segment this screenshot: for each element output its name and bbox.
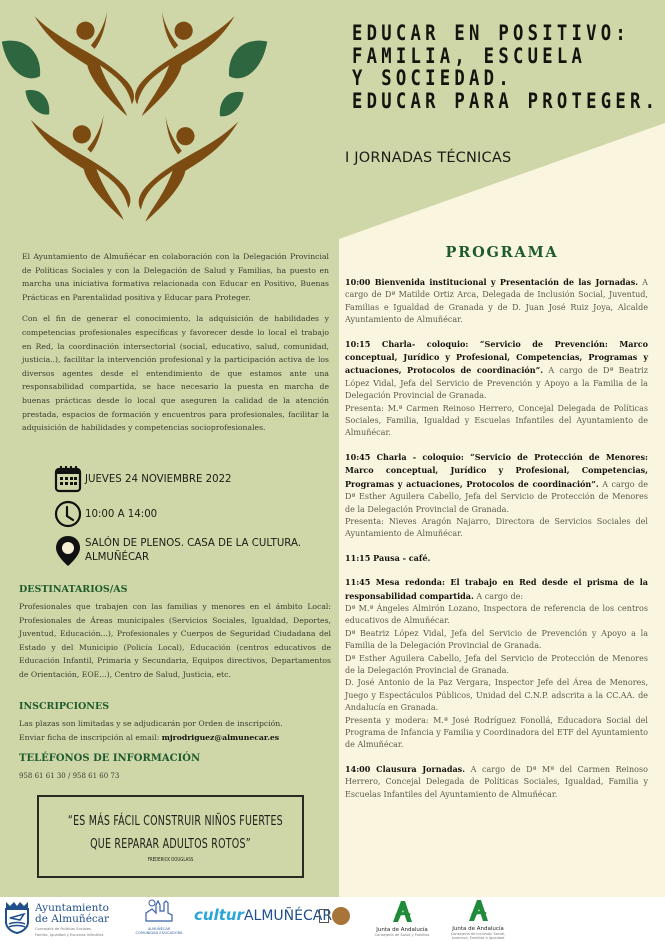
- logo-cultur-prefix: cultur: [194, 906, 244, 924]
- intro-paragraph: Con el fin de generar el conocimiento, la adquisición de habilidades y competencias profesionales específicas y favorecer desde lo local el trabajo en Red, la coordinación intersectorial (social, educativo, salud, comunidad, justicia..), facilitar la intervención profesional y la participación activa de los diversos agentes desde el entendimiento de que estamos ante una responsabilidad compartida, se hace necesario la puesta en marcha de buenas prácticas desde lo local que aseguren la calidad de la atención prestada, espacios de formación y encuentros para profesionales, facilitar la adquisición de habilidades y competencias socioprofesionales.: [22, 314, 329, 433]
- inscripciones-line2: Enviar ficha de inscripción al email:: [19, 732, 162, 742]
- inscripciones-heading: INSCRIPCIONES: [19, 701, 110, 712]
- item-text: A cargo de:: [473, 591, 524, 601]
- logo-cultur-suffix: ALMUÑÉCAR: [243, 908, 333, 924]
- panelist: D. José Antonio de la Paz Vergara, Inspector Jefe del Área de Menores, Juego y Espectáculos Públicos, Unidad del C.N.P. adscrita a la CC.AA. de Andalucía en Granada.: [345, 678, 648, 713]
- item-title: 10:00 Bienvenida institucional y Presentación de las Jornadas.: [345, 277, 639, 287]
- item-text: A cargo de Dª Mª del Carmen Reinoso Herrero, Concejal Delegada de Políticas Sociales, Igualdad, Familia y Escuelas Infantiles del Ayuntamiento de Almuñécar.: [345, 764, 648, 799]
- four-figures-leaves-icon: [0, 0, 300, 236]
- logo-junta1-name: Junta de Andalucía: [376, 927, 428, 933]
- item-title: 10:45 Charla - coloquio: “Servicio de Protección de Menores: Marco conceptual, Jurídico y Profesional, Competencias, Programas y actuaciones, Protocolos de coordinación”.: [345, 451, 648, 489]
- logo-ayuntamiento: [4, 897, 114, 941]
- item-text: A cargo de Dª Matilde Ortiz Arca, Delegada de Inclusión Social, Juventud, Familias e Igualdad de Granada y de D. Juan José Ruiz Joya, Alcalde Ayuntamiento de Almuñécar.: [345, 278, 648, 325]
- logo-junta2-sub1: Consejería de Inclusión Social,: [450, 932, 506, 936]
- programa-item: [345, 552, 648, 565]
- inscripciones-text: [19, 717, 331, 744]
- logo-ciudad-line2: COMUNIDAD EDUCADORA: [135, 931, 183, 935]
- quote-line1: “ES MÁS FÁCIL CONSTRUIR NIÑOS FUERTES: [67, 813, 283, 829]
- programa-item: [345, 338, 648, 440]
- junta-a-icon: [466, 898, 490, 922]
- logo-ayto-line1: Ayuntamiento: [35, 902, 109, 914]
- inscripciones-line1: Las plazas son limitadas y se adjudicarán por Orden de inscripción.: [19, 719, 283, 728]
- item-presenter: Presenta: Nieves Aragón Najarro, Directora de Servicios Sociales del Ayuntamiento de Almuñécar.: [345, 516, 648, 539]
- intro-paragraph: El Ayuntamiento de Almuñécar en colaboración con la Delegación Provincial de Políticas Sociales y con la Delegación de Salud y Familias, ha puesto en marcha una iniciativa formativa relacionada con Educar en Positivo, Buenas Prácticas en Parentalidad positiva y Educar para Proteger.: [22, 252, 329, 302]
- logo-junta2-sub2: Juventud, Familias e Igualdad: [451, 936, 505, 940]
- junta-a-icon: [390, 899, 414, 923]
- quote-author: FREDERICK DOUGLASS: [147, 857, 194, 863]
- logo-junta-inclusion: [448, 897, 508, 941]
- event-time-text: 10:00 A 14:00: [85, 508, 158, 520]
- logo-junta1-sub: Consejería de Salud y Familias: [374, 933, 430, 937]
- quote-box: [37, 795, 304, 878]
- programa-item: [345, 451, 648, 541]
- logo-ayto-sub1: Concejalía de Políticas Sociales,: [35, 927, 93, 931]
- telefonos-heading: TELÉFONOS DE INFORMACIÓN: [19, 753, 201, 764]
- programa-heading: PROGRAMA: [445, 244, 559, 261]
- panelist: Dª M.ª Ángeles Almirón Lozano, Inspectora de referencia de los centros educativos de Almuñécar.: [345, 603, 648, 626]
- small-shield-icon: [319, 909, 329, 923]
- round-seal-icon: [332, 907, 350, 925]
- logo-ayto-line2: de Almuñécar: [35, 913, 110, 925]
- footer-logos: [0, 897, 665, 941]
- logo-junta-salud: [372, 897, 432, 941]
- item-text: A cargo de Dª Beatriz López Vidal, Jefa del Servicio de Prevención y Apoyo a la Familia de la Delegación Provincial de Granada.: [345, 366, 648, 401]
- subtitle: I JORNADAS TÉCNICAS: [345, 150, 512, 166]
- destinatarios-heading: DESTINATARIOS/AS: [19, 584, 128, 595]
- logo-almunecar-ciudad: [134, 897, 184, 941]
- page-title: [352, 21, 660, 113]
- programa-item: [345, 276, 648, 327]
- event-place-line1: SALÓN DE PLENOS. CASA DE LA CULTURA.: [85, 538, 301, 549]
- email-link[interactable]: mjrodriguez@almunecar.es: [161, 732, 280, 742]
- logo-junta2-name: Junta de Andalucía: [452, 926, 504, 932]
- item-presenter: Presenta: M.ª Carmen Reinoso Herrero, Concejal Delegada de Políticas Sociales, Familia, Igualdad y Escuelas Infantiles del Ayuntamiento de Almuñécar.: [345, 403, 648, 438]
- quote-line2: QUE REPARAR ADULTOS ROTOS”: [90, 836, 251, 852]
- item-presenter: Presenta y modera: M.ª José Rodríguez Fonollá, Educadora Social del Programa de Infancia y Familia y Coordinadora del ETF del Ayuntamiento de Almuñécar.: [345, 715, 648, 750]
- event-time: [54, 500, 157, 528]
- logo-ayto-sub2: Familia, Igualdad y Escuelas Infantiles: [35, 933, 104, 937]
- item-title: 14:00 Clausura Jornadas.: [345, 763, 465, 774]
- event-date: [54, 465, 232, 493]
- intro-text: [22, 250, 329, 443]
- panelist: Dª Esther Aguilera Cabello, Jefa del Servicio de Protección de Menores de la Delegación Provincial de Granada.: [345, 653, 648, 675]
- city-skyline-icon: [144, 897, 174, 923]
- clock-icon: [54, 500, 82, 528]
- item-text: A cargo de Dª Esther Aguilera Cabello, Jefa del Servicio de Protección de Menores de la Delegación Provincial de Granada.: [345, 479, 649, 514]
- item-title: 11:15 Pausa - café.: [345, 552, 431, 563]
- logo-cultur-almunecar: [194, 897, 344, 941]
- item-title: 10:15 Charla- coloquio: “Servicio de Prevención: Marco conceptual, Jurídico y Profesional, Competencias, Programas y actuaciones, Protocolos de coordinación”.: [345, 338, 648, 376]
- phone-numbers: 958 61 61 30 / 958 61 60 73: [19, 772, 120, 780]
- calendar-icon: [54, 465, 82, 493]
- destinatarios-text: Profesionales que trabajen con las familias y menores en el ámbito Local: Profesionales de Áreas municipales (Servicios Sociales, Igualdad, Deportes, Juventud, Educación...), Profesionales y Cuerpos de Seguridad Ciudadana del Estado y del Municipio (Policía Local), Educación (centros educativos de Educación Infantil, Primaria y Secundaria, Equipos directivos, Departamentos de Orientación, EOE...), Centro de Salud, Justicia, etc.: [19, 602, 331, 679]
- event-place-line2: ALMUÑÉCAR: [85, 552, 150, 563]
- event-date-text: JUEVES 24 NOVIEMBRE 2022: [85, 473, 232, 485]
- programa-item: [345, 576, 648, 752]
- logo-ciudad-line1: ALMUÑÉCAR: [147, 927, 171, 931]
- programa-item: [345, 763, 648, 801]
- item-title: 11:45 Mesa redonda: El trabajo en Red desde el prisma de la responsabilidad compartida.: [345, 577, 648, 601]
- event-place: [54, 535, 301, 567]
- title-line-2: FAMILIA, ESCUELA: [352, 43, 587, 68]
- city-shield-icon: [4, 900, 30, 934]
- title-line-3: Y SOCIEDAD.: [352, 66, 513, 90]
- programa-list: [345, 276, 648, 812]
- title-line-1: EDUCAR EN POSITIVO:: [352, 21, 631, 45]
- title-line-4: EDUCAR PARA PROTEGER.: [352, 88, 660, 113]
- panelist: Dª Beatriz López Vidal, Jefa del Servicio de Prevención y Apoyo a la Familia de la Delegación Provincial de Granada.: [345, 628, 648, 651]
- location-pin-icon: [54, 535, 82, 567]
